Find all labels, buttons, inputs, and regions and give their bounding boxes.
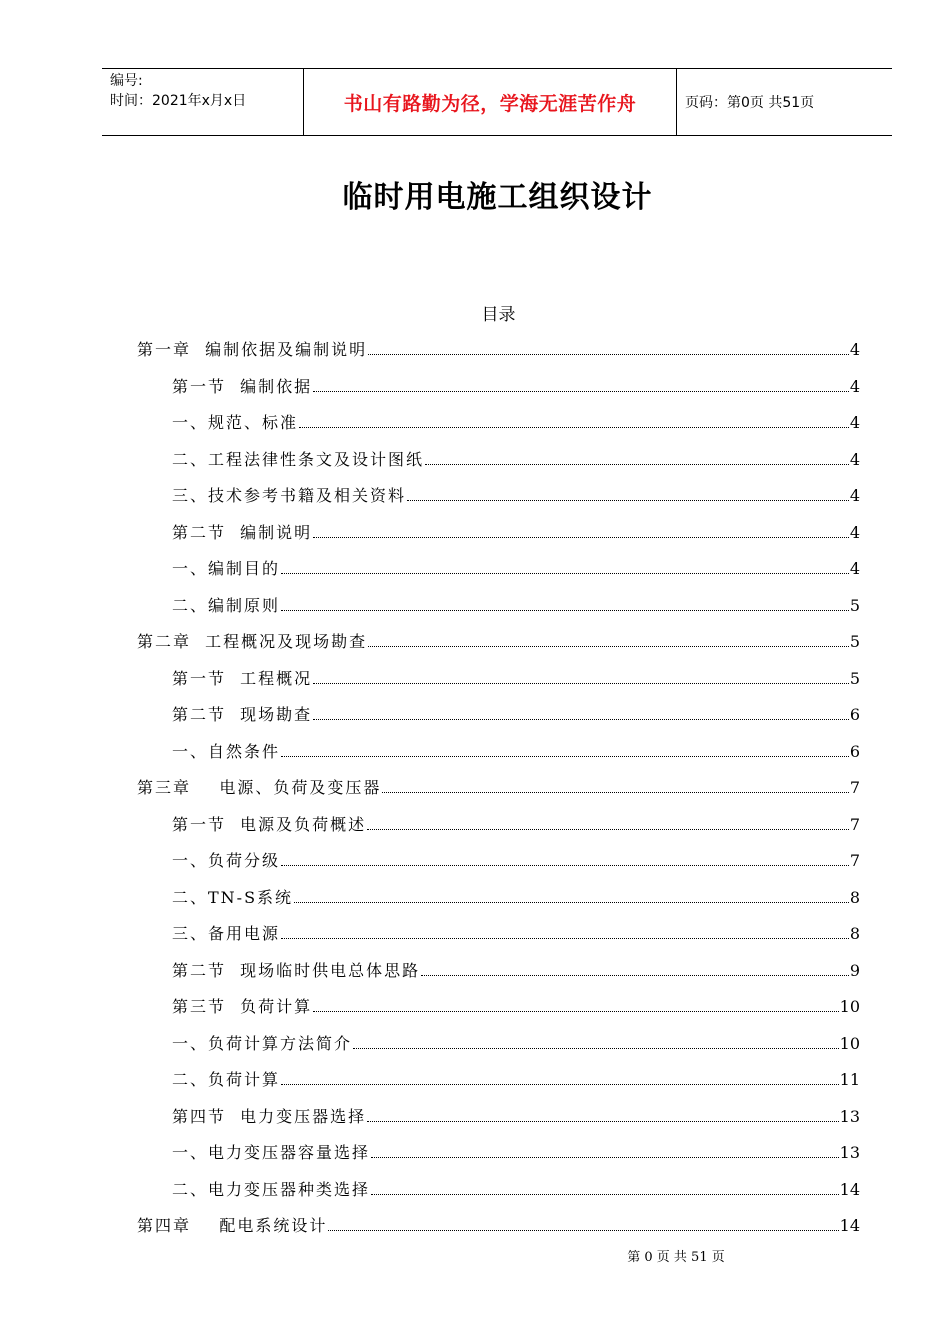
toc-entry-page: 7 — [849, 778, 860, 797]
toc-dot-leader — [299, 427, 849, 428]
page-header — [102, 68, 892, 136]
toc-dot-leader — [371, 1157, 839, 1158]
toc-entry-label: 第三节 负荷计算 — [172, 997, 313, 1016]
toc-dot-leader — [281, 610, 849, 611]
toc-entry-label: 第四节 电力变压器选择 — [172, 1106, 367, 1126]
toc-dot-leader — [281, 938, 849, 939]
toc-dot-leader — [313, 683, 849, 684]
toc-entry-page: 8 — [849, 887, 860, 907]
toc-entry-page: 4 — [849, 559, 860, 578]
toc-entry[interactable] — [172, 1064, 860, 1090]
toc-entry-label: 第一节 工程概况 — [172, 668, 313, 688]
toc-entry[interactable] — [172, 590, 860, 616]
toc-entry-label: 第二节 现场勘查 — [172, 705, 313, 724]
toc-dot-leader — [313, 537, 849, 538]
toc-entry-label: 第二章 工程概况及现场勘查 — [137, 632, 368, 651]
toc-entry-label: 一、负荷分级 — [172, 851, 281, 870]
page-footer: 第 0 页 共 51 页 — [627, 1250, 725, 1265]
toc-entry-page: 6 — [849, 741, 860, 761]
header-page-info — [677, 69, 892, 135]
toc-entry-page: 4 — [849, 449, 860, 469]
toc-entry-label: 一、自然条件 — [172, 741, 281, 761]
toc-dot-leader — [367, 1121, 838, 1122]
toc-dot-leader — [281, 573, 849, 574]
toc-entry-page: 4 — [849, 376, 860, 396]
document-number-label: 编号: — [110, 73, 143, 89]
toc-entry-label: 一、电力变压器容量选择 — [172, 1143, 371, 1162]
toc-entry-label: 二、TN-S系统 — [172, 887, 294, 907]
toc-entry-page: 10 — [839, 997, 860, 1016]
toc-entry-page: 14 — [839, 1216, 860, 1235]
toc-entry[interactable] — [172, 407, 860, 433]
toc-entry-page: 6 — [849, 705, 860, 724]
toc-entry-page: 4 — [849, 340, 860, 359]
toc-dot-leader — [313, 391, 849, 392]
toc-entry-label: 一、负荷计算方法简介 — [172, 1033, 353, 1053]
header-meta — [102, 69, 304, 135]
toc-entry-label: 第四章 配电系统设计 — [137, 1216, 328, 1235]
page-info-text: 页码：第0页 共51页 — [685, 95, 815, 111]
toc-entry-page: 5 — [849, 632, 860, 651]
toc-entry-label: 二、电力变压器种类选择 — [172, 1179, 371, 1199]
toc-entry-label: 三、技术参考书籍及相关资料 — [172, 486, 407, 505]
motto-text: 书山有路勤为径，学海无涯苦作舟 — [343, 92, 637, 115]
toc-entry-page: 13 — [839, 1143, 860, 1162]
toc-entry-label: 二、编制原则 — [172, 595, 281, 615]
toc-entry[interactable] — [172, 1101, 860, 1127]
toc-entry-page: 8 — [849, 924, 860, 943]
toc-entry[interactable] — [172, 553, 860, 579]
toc-entry[interactable] — [172, 882, 860, 908]
toc-entry-page: 4 — [849, 413, 860, 432]
toc-entry-label: 二、负荷计算 — [172, 1070, 281, 1089]
toc-entry[interactable] — [172, 918, 860, 944]
toc-entry-label: 一、规范、标准 — [172, 413, 299, 432]
toc-dot-leader — [353, 1048, 839, 1049]
toc-entry-page: 4 — [849, 522, 860, 542]
toc-entry[interactable] — [172, 845, 860, 871]
toc-entry[interactable] — [137, 334, 860, 360]
toc-entry-page: 13 — [839, 1106, 860, 1126]
toc-dot-leader — [281, 1084, 839, 1085]
toc-dot-leader — [368, 646, 849, 647]
toc-entry-label: 第一章 编制依据及编制说明 — [137, 340, 368, 359]
toc-entry-label: 三、备用电源 — [172, 924, 281, 943]
toc-entry-label: 二、工程法律性条文及设计图纸 — [172, 449, 425, 469]
toc-entry[interactable] — [172, 517, 860, 543]
toc-entry-page: 11 — [839, 1070, 860, 1089]
toc-dot-leader — [367, 829, 849, 830]
toc-entry-page: 5 — [849, 668, 860, 688]
toc-entry[interactable] — [172, 1028, 860, 1054]
toc-entry[interactable] — [172, 991, 860, 1017]
toc-dot-leader — [281, 865, 849, 866]
toc-entry[interactable] — [172, 699, 860, 725]
toc-entry[interactable] — [172, 480, 860, 506]
toc-entry-label: 第二节 编制说明 — [172, 522, 313, 542]
toc-entry-page: 9 — [849, 960, 860, 980]
toc-dot-leader — [368, 354, 849, 355]
toc-dot-leader — [294, 902, 849, 903]
toc-dot-leader — [313, 1011, 838, 1012]
toc-dot-leader — [313, 719, 849, 720]
toc-entry-page: 4 — [849, 486, 860, 505]
toc-dot-leader — [421, 975, 849, 976]
toc-entry[interactable] — [172, 663, 860, 689]
toc-entry-label: 一、编制目的 — [172, 559, 281, 578]
document-date-label: 时间：2021年x月x日 — [110, 93, 247, 109]
toc-dot-leader — [328, 1230, 838, 1231]
toc-entry-page: 7 — [849, 851, 860, 870]
toc-entry-label: 第一节 电源及负荷概述 — [172, 814, 367, 834]
toc-heading: 目录 — [481, 305, 516, 325]
toc-entry[interactable] — [172, 955, 860, 981]
toc-entry[interactable] — [172, 371, 860, 397]
document-title: 临时用电施工组织设计 — [342, 180, 653, 215]
toc-entry-page: 7 — [849, 814, 860, 834]
toc-entry-label: 第二节 现场临时供电总体思路 — [172, 960, 421, 980]
toc-entry[interactable] — [172, 1137, 860, 1163]
toc-entry-page: 10 — [839, 1033, 860, 1053]
toc-entry-label: 第三章 电源、负荷及变压器 — [137, 778, 382, 797]
toc-entry[interactable] — [137, 772, 860, 798]
toc-entry[interactable] — [172, 1174, 860, 1200]
toc-entry[interactable] — [172, 444, 860, 470]
toc-entry[interactable] — [172, 736, 860, 762]
toc-entry-page: 5 — [849, 595, 860, 615]
toc-entry[interactable] — [137, 626, 860, 652]
toc-dot-leader — [407, 500, 849, 501]
toc-entry-label: 第一节 编制依据 — [172, 376, 313, 396]
toc-entry-page: 14 — [839, 1179, 860, 1199]
toc-dot-leader — [425, 464, 849, 465]
toc-entry[interactable] — [172, 809, 860, 835]
toc-dot-leader — [281, 756, 849, 757]
header-motto — [304, 69, 677, 135]
toc-entry[interactable] — [137, 1210, 860, 1236]
toc-dot-leader — [382, 792, 848, 793]
toc-dot-leader — [371, 1194, 839, 1195]
